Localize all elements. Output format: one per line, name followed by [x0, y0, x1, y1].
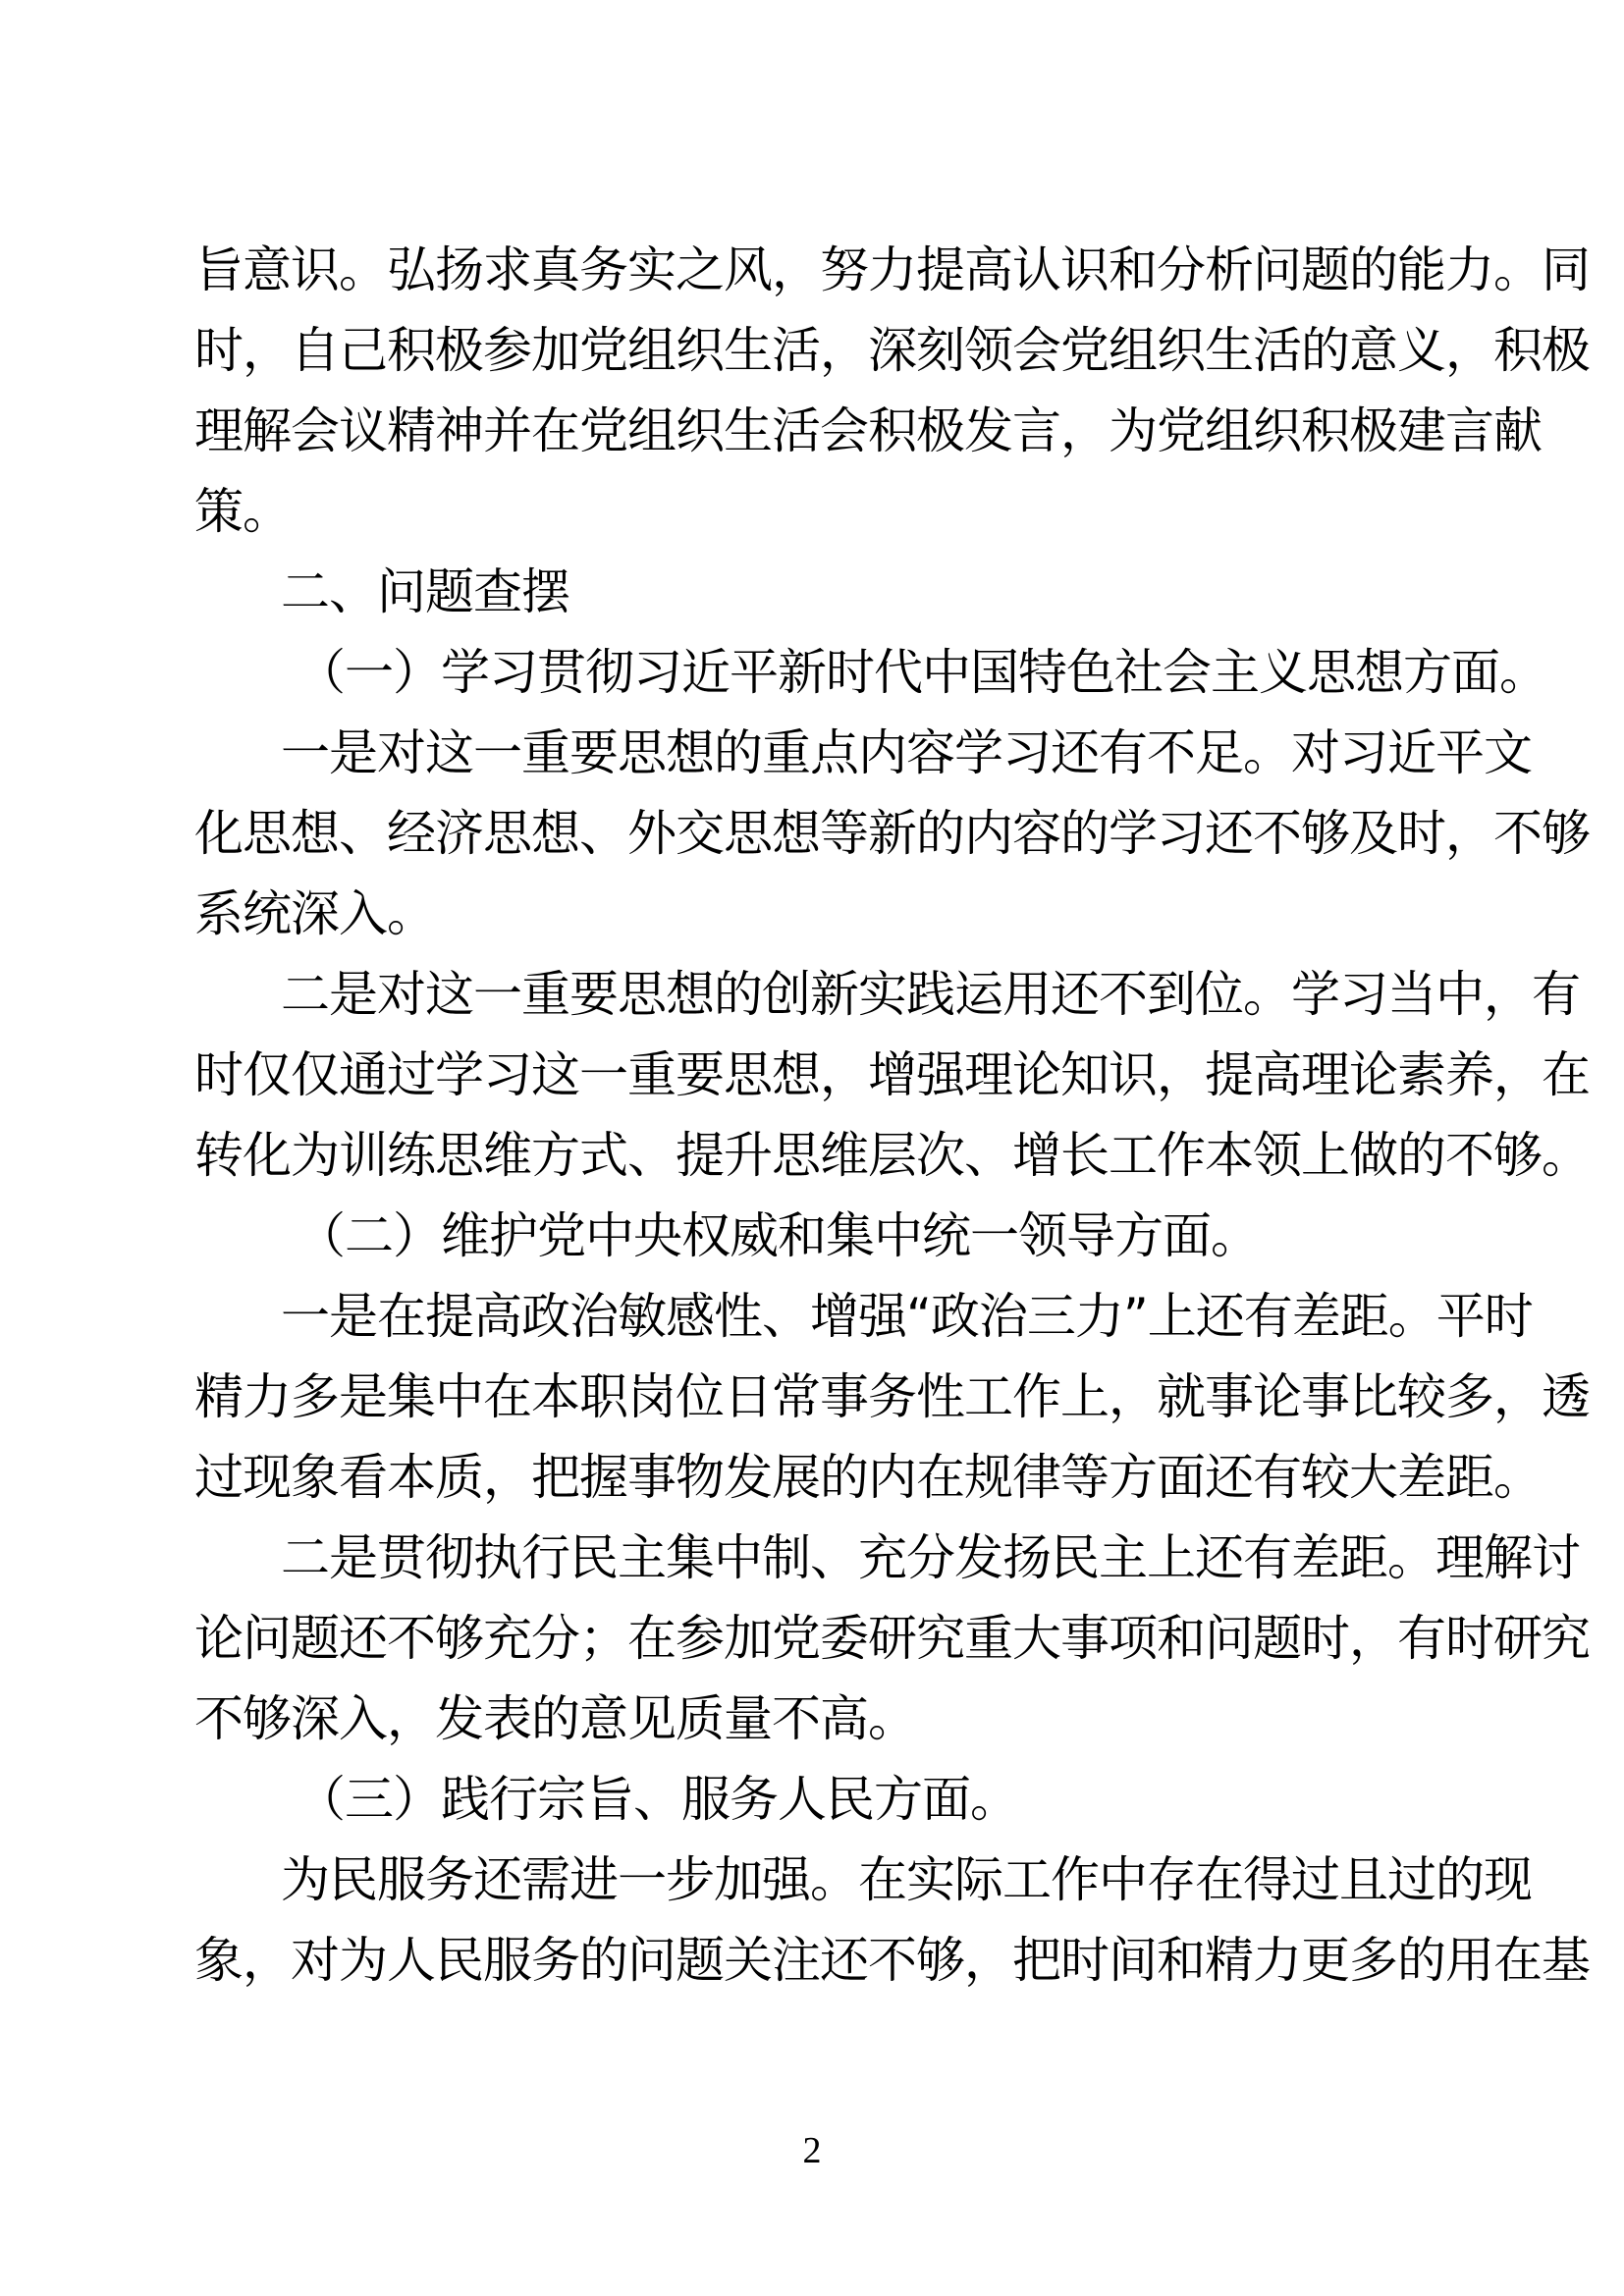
subsection-heading: （二）维护党中央权威和集中统一领导方面。	[297, 1207, 1259, 1264]
body-line: 一是在提高政治敏感性、增强“政治三力”上还有差距。平时	[281, 1288, 1533, 1345]
body-line: 时仅仅通过学习这一重要思想，增强理论知识，提高理论素养，在	[194, 1046, 1590, 1103]
body-line: 过现象看本质，把握事物发展的内在规律等方面还有较大差距。	[194, 1449, 1542, 1506]
body-line: 时，自己积极参加党组织生活，深刻领会党组织生活的意义，积极	[194, 322, 1590, 379]
page-number: 2	[802, 2130, 822, 2171]
body-line: 转化为训练思维方式、提升思维层次、增长工作本领上做的不够。	[194, 1127, 1590, 1184]
body-line: 策。	[194, 483, 291, 540]
subsection-heading: （一）学习贯彻习近平新时代中国特色社会主义思想方面。	[297, 644, 1547, 701]
subsection-heading: （三）践行宗旨、服务人民方面。	[297, 1771, 1018, 1828]
section-heading: 二、问题查摆	[281, 563, 569, 620]
body-line: 二是贯彻执行民主集中制、充分发扬民主上还有差距。理解讨	[281, 1529, 1580, 1586]
body-line: 为民服务还需进一步加强。在实际工作中存在得过且过的现	[281, 1851, 1532, 1908]
body-line: 象，对为人民服务的问题关注还不够，把时间和精力更多的用在基	[194, 1932, 1590, 1989]
body-line: 一是对这一重要思想的重点内容学习还有不足。对习近平文	[281, 724, 1532, 781]
body-line: 论问题还不够充分；在参加党委研究重大事项和问题时，有时研究	[194, 1610, 1590, 1667]
body-line: 不够深入，发表的意见质量不高。	[194, 1690, 916, 1747]
body-line: 二是对这一重要思想的创新实践运用还不到位。学习当中，有	[281, 966, 1580, 1023]
body-line: 理解会议精神并在党组织生活会积极发言，为党组织积极建言献	[194, 402, 1542, 459]
body-line: 系统深入。	[194, 885, 435, 942]
body-line: 精力多是集中在本职岗位日常事务性工作上，就事论事比较多，透	[194, 1368, 1590, 1425]
body-line: 旨意识。弘扬求真务实之风，努力提高认识和分析问题的能力。同	[194, 241, 1590, 298]
body-line: 化思想、经济思想、外交思想等新的内容的学习还不够及时，不够	[194, 805, 1590, 862]
